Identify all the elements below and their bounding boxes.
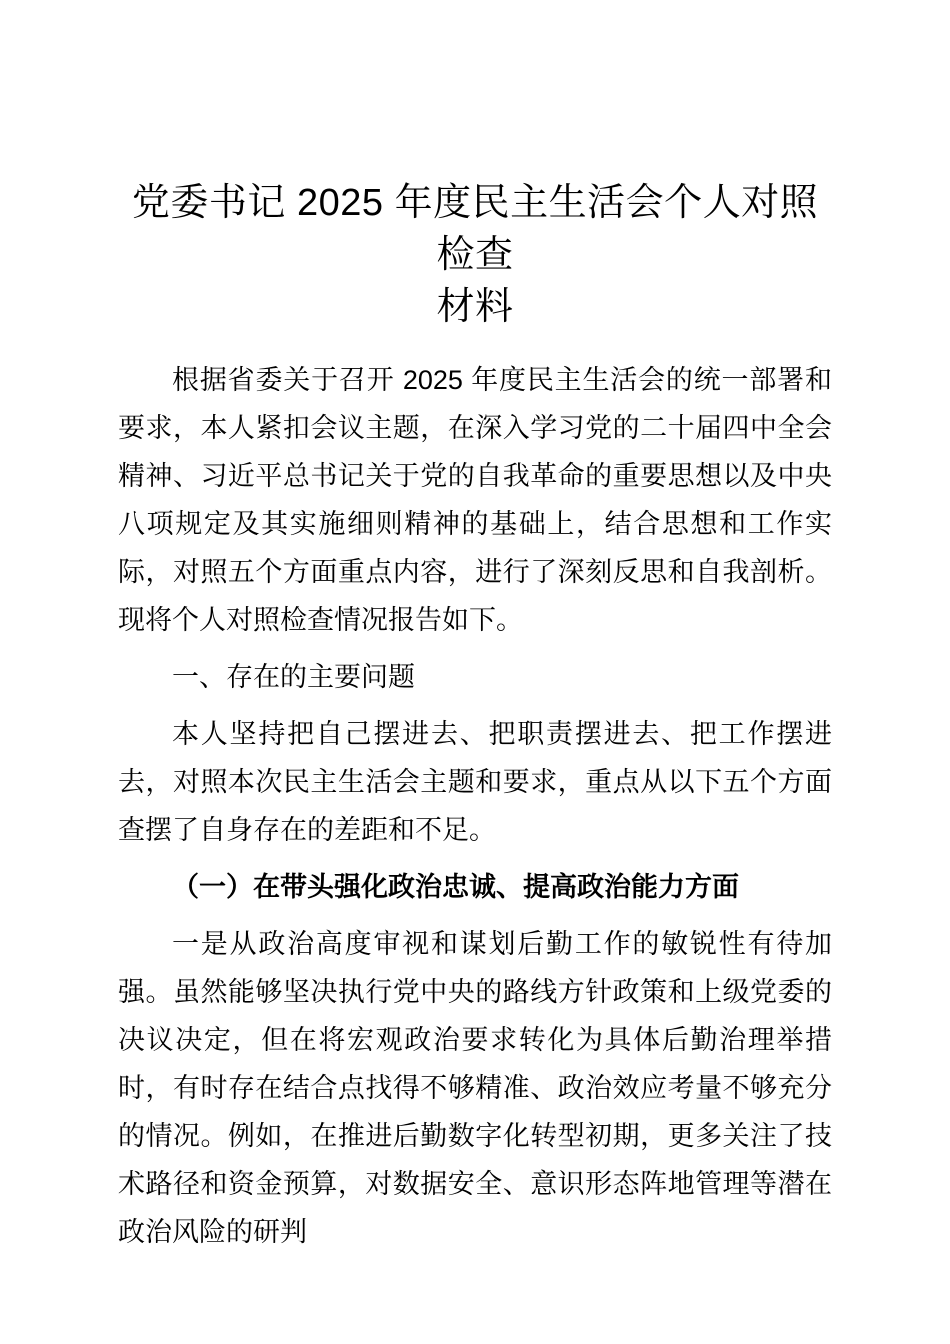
document-title-line1: 党委书记 2025 年度民主生活会个人对照检查 [131,182,819,276]
heading-main-problems: 一、存在的主要问题 [172,662,415,692]
document-title-line2: 材料 [436,286,514,328]
paragraph-intro: 根据省委关于召开 2025 年度民主生活会的统一部署和要求，本人紧扣会议主题，在深入学习党的二十届四中全会精神、习近平总书记关于党的自我革命的重要思想以及中央八项规定及其实施细则精神的基础上，结合思想和工作实际，对照五个方面重点内容，进行了深刻反思和自我剖析。现将个人对照检查情况报告如下。 [118,365,832,635]
document-title [118,177,832,333]
paragraph-self-examination: 本人坚持把自己摆进去、把职责摆进去、把工作摆进去，对照本次民主生活会主题和要求，重点从以下五个方面查摆了自身存在的差距和不足。 [118,719,832,845]
paragraph-issue-one: 一是从政治高度审视和谋划后勤工作的敏锐性有待加强。虽然能够坚决执行党中央的路线方针政策和上级党委的决议决定，但在将宏观政治要求转化为具体后勤治理举措时，有时存在结合点找得不够精准、政治效应考量不够充分的情况。例如，在推进后勤数字化转型初期，更多关注了技术路径和资金预算，对数据安全、意识形态阵地管理等潜在政治风险的研判 [118,929,832,1247]
heading-political-loyalty: （一）在带头强化政治忠诚、提高政治能力方面 [172,872,739,902]
